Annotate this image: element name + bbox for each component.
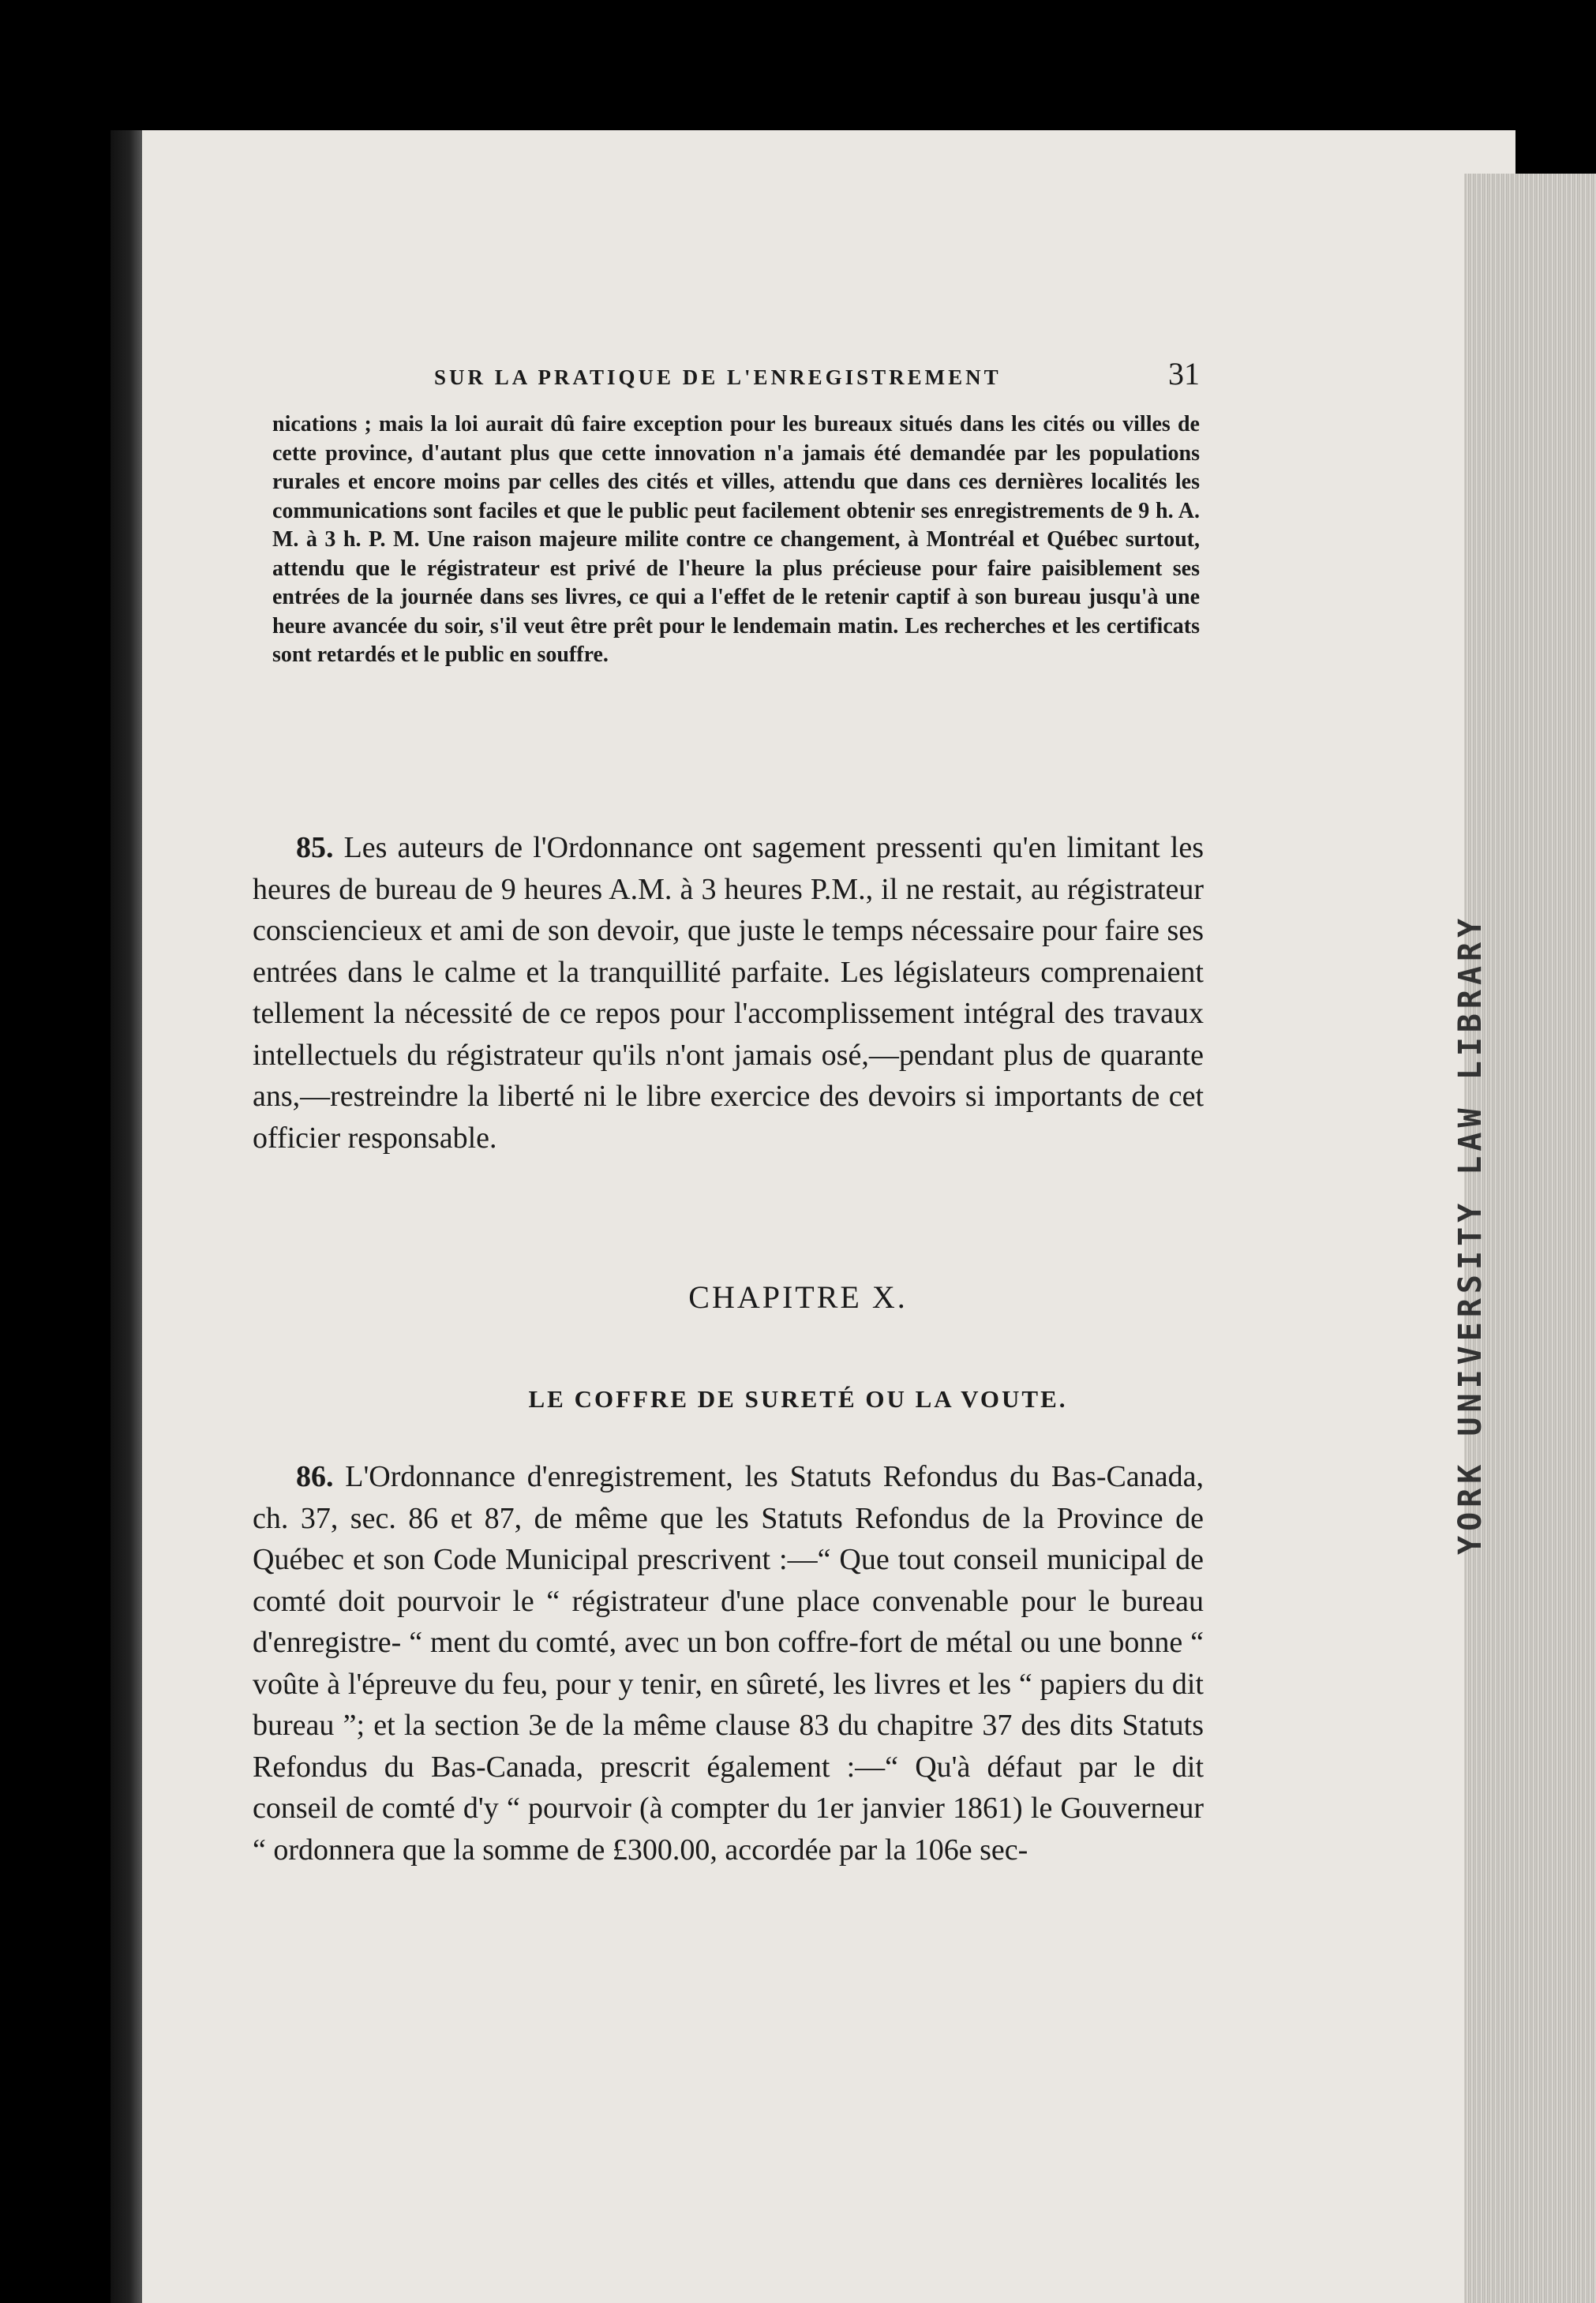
chapter-heading: CHAPITRE X. (688, 1279, 908, 1315)
page-gutter-shadow (111, 130, 142, 2303)
paragraph-text: Les auteurs de l'Ordonnance ont sagement pressenti qu'en limitant les heures de bureau de 9 heures A.M. à 3 heures P.M., il ne restait, au régistrateur consciencieux et ami de son devoir, que juste le temps nécessaire pour faire ses entrées dans le calme et la tranquillité parfaite. Les législateurs comprenaient tellement la nécessité de ce repos pour l'accomplissement intégral des travaux intellectuels du régistrateur qu'ils n'ont jamais osé,—pendant plus de quarante ans,—restreindre la liberté ni le libre exercice des devoirs si importants de cet officier responsable. (253, 831, 1204, 1155)
page-header (434, 355, 1200, 392)
running-head: SUR LA PRATIQUE DE L'ENREGISTREMENT (434, 365, 1002, 389)
paragraph-continued: nications ; mais la loi aurait dû faire exception pour les bureaux situés dans les cités ou villes de cette province, d'autant plus que cette innovation n'a jamais été demandée par les populations rurales et encore moins par celles des cités et villes, attendu que dans ces dernières localités les communications sont faciles et que le public peut facilement obtenir ses enregistrements de 9 h. A. M. à 3 h. P. M. Une raison majeure milite contre ce changement, à Montréal et Québec surtout, attendu que le régistrateur est privé de l'heure la plus précieuse pour faire paisiblement ses entrées de la journée dans ses livres, ce qui a l'effet de le retenir captif à son bureau jusqu'à une heure avancée du soir, s'il veut être prêt pour le lendemain matin. Les recherches et les certificats sont retardés et le public en souffre. (272, 412, 1200, 667)
library-stamp: YORK UNIVERSITY LAW LIBRARY (1452, 913, 1489, 1555)
paragraph-number: 85. (296, 831, 334, 864)
paragraph-text: L'Ordonnance d'enregistrement, les Statuts Refondus du Bas-Canada, ch. 37, sec. 86 et 87, de même que les Statuts Refondus de la Province de Québec et son Code Municipal prescrivent :—“ Que tout conseil municipal de comté doit pourvoir le “ régistrateur d'une place convenable pour le bureau d'enregistre- “ ment du comté, avec un bon coffre-fort de métal ou une bonne “ voûte à l'épreuve du feu, pour y tenir, en sûreté, les livres et les “ papiers du dit bureau ”; et la section 3e de la même clause 83 du chapitre 37 des dits Statuts Refondus du Bas-Canada, prescrit également :—“ Qu'à défaut par le dit conseil de comté d'y “ pourvoir (à compter du 1er janvier 1861) le Gouverneur “ ordonnera que la somme de £300.00, accordée par la 106e sec- (253, 1460, 1204, 1867)
chapter-title: LE COFFRE DE SURETÉ OU LA VOUTE. (528, 1385, 1068, 1413)
paragraph-85 (253, 827, 1204, 1159)
paragraph-86 (253, 1456, 1204, 1870)
page-number: 31 (1168, 356, 1200, 391)
paragraph-number: 86. (296, 1460, 334, 1493)
